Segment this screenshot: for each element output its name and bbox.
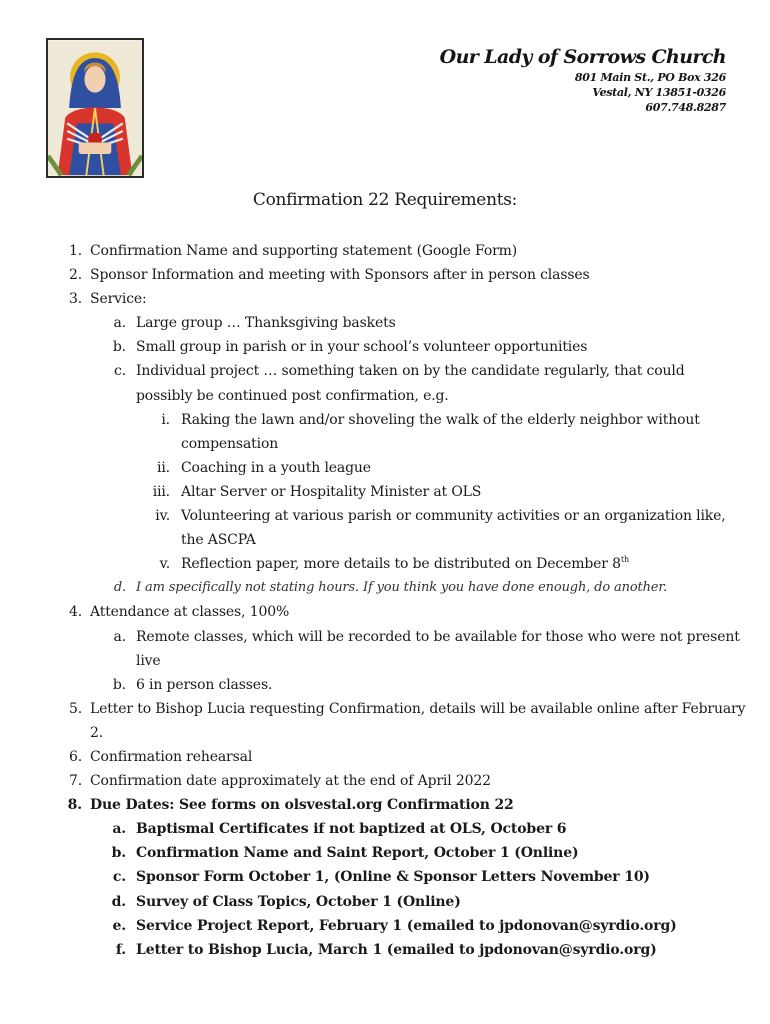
item-label: f. — [115, 941, 126, 958]
list-item — [0, 625, 770, 649]
list-item — [0, 865, 770, 889]
item-text: Confirmation date approximately at the end of April 2022 — [90, 773, 491, 790]
item-label: a. — [113, 315, 126, 332]
item-text: Small group in parish or in your school’s volunteer opportunities — [136, 339, 588, 356]
item-label: i. — [161, 411, 170, 428]
list-item — [0, 287, 770, 311]
item-label: 3. — [68, 291, 82, 308]
item-text: 2. — [90, 724, 104, 741]
item-text: Due Dates: See forms on olsvestal.org Confirmation 22 — [90, 797, 514, 814]
item-text: compensation — [181, 435, 279, 452]
item-label: 8. — [67, 797, 82, 814]
list-item — [0, 673, 770, 697]
list-item — [0, 890, 770, 914]
list-item-continuation — [0, 649, 770, 673]
church-header — [440, 44, 726, 115]
item-text: Individual project … something taken on by the candidate regularly, that could — [136, 363, 685, 380]
item-text: Confirmation rehearsal — [90, 748, 253, 765]
list-item — [0, 745, 770, 769]
item-label: 5. — [68, 700, 82, 717]
list-item — [0, 239, 770, 263]
item-text: Confirmation Name and Saint Report, October 1 (Online) — [136, 845, 579, 862]
ordinal-suffix: th — [620, 555, 629, 565]
list-item — [0, 769, 770, 793]
item-text: Letter to Bishop Lucia, March 1 (emailed to jpdonovan@syrdio.org) — [136, 941, 657, 958]
item-text: I am specifically not stating hours. If you think you have done enough, do another. — [136, 580, 667, 596]
item-label: 7. — [68, 773, 82, 790]
item-label: d. — [113, 580, 126, 596]
item-text: Sponsor Form October 1, (Online & Sponsor Letters November 10) — [136, 869, 650, 886]
list-item — [0, 359, 770, 383]
item-label: d. — [111, 893, 126, 910]
list-item — [0, 311, 770, 335]
list-item — [0, 504, 770, 528]
list-item-continuation — [0, 384, 770, 408]
item-text: Altar Server or Hospitality Minister at OLS — [181, 483, 482, 500]
church-address-line1: 801 Main St., PO Box 326 — [574, 71, 726, 84]
list-item — [0, 914, 770, 938]
item-label: iii. — [152, 483, 170, 500]
item-label: b. — [112, 676, 126, 693]
item-label: 6. — [68, 748, 82, 765]
item-text-with-sup — [181, 552, 629, 576]
list-item-continuation — [0, 721, 770, 745]
item-label: b. — [112, 339, 126, 356]
list-item-due-dates — [0, 793, 770, 817]
item-text: Survey of Class Topics, October 1 (Online) — [136, 893, 461, 910]
list-item-continuation — [0, 432, 770, 456]
item-text: Coaching in a youth league — [181, 459, 371, 476]
church-name: Our Lady of Sorrows Church — [439, 46, 726, 68]
item-label: a. — [113, 628, 126, 645]
item-text: Remote classes, which will be recorded to be available for those who were not present — [136, 628, 740, 645]
list-item — [0, 817, 770, 841]
item-text: Reflection paper, more details to be distributed on December 8 — [181, 556, 621, 573]
item-label: b. — [111, 845, 126, 862]
item-label: e. — [112, 917, 126, 934]
item-label: 4. — [68, 604, 82, 621]
list-item — [0, 408, 770, 432]
item-text: Baptismal Certificates if not baptized at OLS, October 6 — [136, 821, 567, 838]
item-label: iv. — [155, 508, 170, 525]
item-text: Confirmation Name and supporting statement (Google Form) — [90, 243, 518, 259]
list-item — [0, 841, 770, 865]
item-label: v. — [159, 556, 170, 573]
list-item — [0, 938, 770, 962]
item-text: Service: — [90, 291, 147, 308]
item-label: c. — [114, 363, 126, 380]
item-label: 2. — [68, 267, 82, 284]
list-item — [0, 335, 770, 359]
item-text: Letter to Bishop Lucia requesting Confirmation, details will be available online after February — [90, 700, 746, 717]
item-text: Sponsor Information and meeting with Sponsors after in person classes — [90, 267, 590, 284]
list-item — [0, 263, 770, 287]
item-text: the ASCPA — [181, 532, 256, 549]
item-label: ii. — [157, 459, 170, 476]
item-label: 1. — [68, 243, 82, 259]
list-item — [0, 697, 770, 721]
church-address-line2: Vestal, NY 13851-0326 — [592, 86, 726, 99]
list-item — [0, 600, 770, 624]
item-text: 6 in person classes. — [136, 676, 273, 693]
item-text: possibly be continued post confirmation, e.g. — [136, 387, 449, 404]
list-item-note — [0, 576, 770, 600]
list-item — [0, 480, 770, 504]
item-text: Volunteering at various parish or community activities or an organization like, — [181, 508, 726, 525]
our-lady-of-sorrows-image — [48, 40, 142, 176]
list-item — [0, 456, 770, 480]
item-label: a. — [112, 821, 126, 838]
item-text: Large group … Thanksgiving baskets — [136, 315, 396, 332]
church-logo — [46, 38, 144, 178]
item-text: Raking the lawn and/or shoveling the walk of the elderly neighbor without — [181, 411, 700, 428]
item-text: Service Project Report, February 1 (emailed to jpdonovan@syrdio.org) — [136, 917, 677, 934]
item-text: live — [136, 652, 161, 669]
church-phone: 607.748.8287 — [645, 101, 726, 114]
list-item-continuation — [0, 528, 770, 552]
page-title: Confirmation 22 Requirements: — [252, 190, 518, 210]
requirements-list — [0, 239, 770, 962]
item-label: c. — [112, 869, 126, 886]
item-text: Attendance at classes, 100% — [90, 604, 290, 621]
list-item — [0, 552, 770, 576]
